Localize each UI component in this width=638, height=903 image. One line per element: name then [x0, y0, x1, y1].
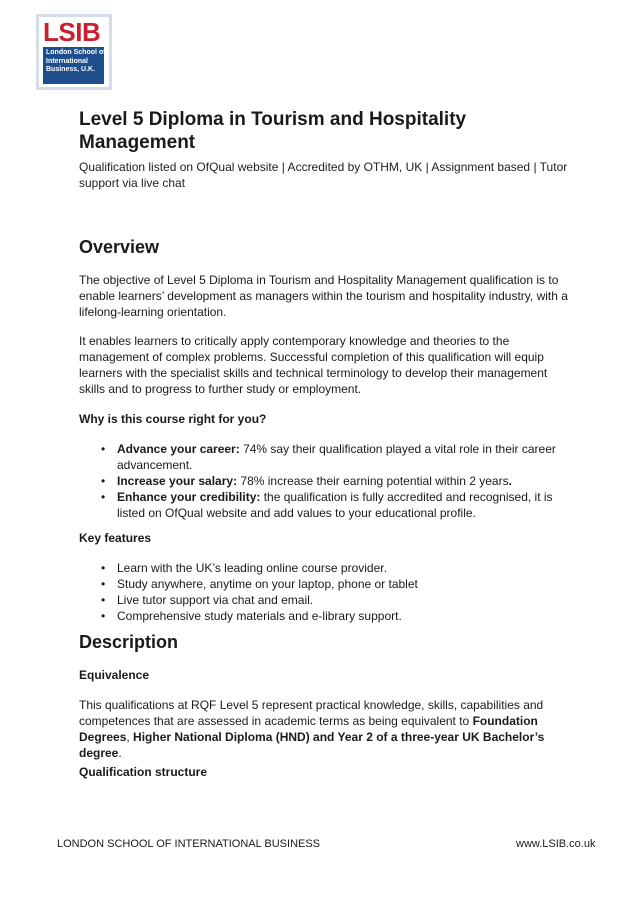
equivalence-separator: , — [126, 730, 134, 744]
bullet-icon: • — [101, 474, 106, 488]
list-item — [79, 441, 569, 473]
footer-website: www.LSIB.co.uk — [516, 838, 596, 850]
bullet-icon: • — [101, 490, 106, 504]
item-label: Increase your salary: — [117, 474, 238, 488]
logo-line: Business, U.K. — [46, 66, 96, 73]
document-header — [79, 108, 569, 191]
footer-left-text: LONDON SCHOOL OF INTERNATIONAL BUSINESS — [57, 838, 321, 850]
logo-name-box — [43, 47, 104, 84]
logo-line: International — [46, 57, 89, 65]
equivalence-heading: Equivalence — [79, 668, 150, 682]
description-heading: Description — [79, 632, 179, 652]
bullet-icon: • — [101, 593, 106, 607]
equivalence-bold-2: Higher National Diploma (HND) and Year 2 of a three-year UK Bachelor’s degree — [79, 730, 545, 760]
overview-paragraph-1: The objective of Level 5 Diploma in Tourism and Hospitality Management qualification is to enable learners’ development as managers within the tourism and hospitality industry, with a lifelong-learning orientation. — [79, 273, 568, 319]
bullet-icon: • — [101, 609, 106, 623]
key-features-heading: Key features — [79, 531, 152, 545]
list-item — [79, 489, 569, 521]
list-item — [79, 576, 569, 592]
item-label: Enhance your credibility: — [117, 490, 261, 504]
item-text: Live tutor support via chat and email. — [117, 593, 314, 607]
bullet-icon: • — [101, 442, 106, 456]
logo-line: London School of — [46, 49, 106, 56]
item-text: Learn with the UK’s leading online course provider. — [117, 561, 387, 575]
features-list — [79, 560, 569, 624]
item-label: Advance your career: — [117, 442, 240, 456]
logo-frame — [39, 17, 109, 87]
page-subtitle: Qualification listed on OfQual website | Accredited by OTHM, UK | Assignment based | Tutor support via live chat — [79, 160, 568, 190]
lsib-logo — [36, 14, 112, 90]
why-list — [79, 441, 569, 521]
qualification-structure-heading: Qualification structure — [79, 765, 208, 779]
list-item — [79, 592, 569, 608]
list-item — [79, 560, 569, 576]
list-item — [79, 608, 569, 624]
bullet-icon: • — [101, 561, 106, 575]
equivalence-bold-1: Foundation Degrees — [79, 714, 538, 744]
overview-paragraph-2: It enables learners to critically apply contemporary knowledge and theories to the management of complex problems. Successful completion of this qualification will equip learners with the specialist skills and technical terminology to develop their management skills and to progress to further study or employment. — [79, 334, 548, 396]
item-text: the qualification is fully accredited and recognised, it is listed on OfQual website and add values to your educational profile. — [117, 490, 553, 520]
logo-brand: LSIB — [43, 17, 101, 47]
item-text: 78% increase their earning potential within 2 years — [237, 474, 509, 488]
bullet-icon: • — [101, 577, 106, 591]
equivalence-paragraph — [79, 697, 569, 761]
item-text: Study anywhere, anytime on your laptop, phone or tablet — [117, 577, 418, 591]
page-title: Level 5 Diploma in Tourism and Hospitality Management — [79, 109, 467, 153]
list-item — [79, 473, 569, 489]
why-heading: Why is this course right for you? — [79, 412, 267, 426]
equivalence-text: This qualifications at RQF Level 5 represent practical knowledge, skills, capabilities and competences that are assessed in academic terms as being equivalent to — [79, 698, 544, 728]
item-text: Comprehensive study materials and e-library support. — [117, 609, 402, 623]
item-text: 74% say their qualification played a vital role in their career advancement. — [117, 442, 556, 472]
overview-heading: Overview — [79, 237, 160, 257]
equivalence-end: . — [118, 746, 122, 760]
item-tail: . — [508, 474, 512, 488]
